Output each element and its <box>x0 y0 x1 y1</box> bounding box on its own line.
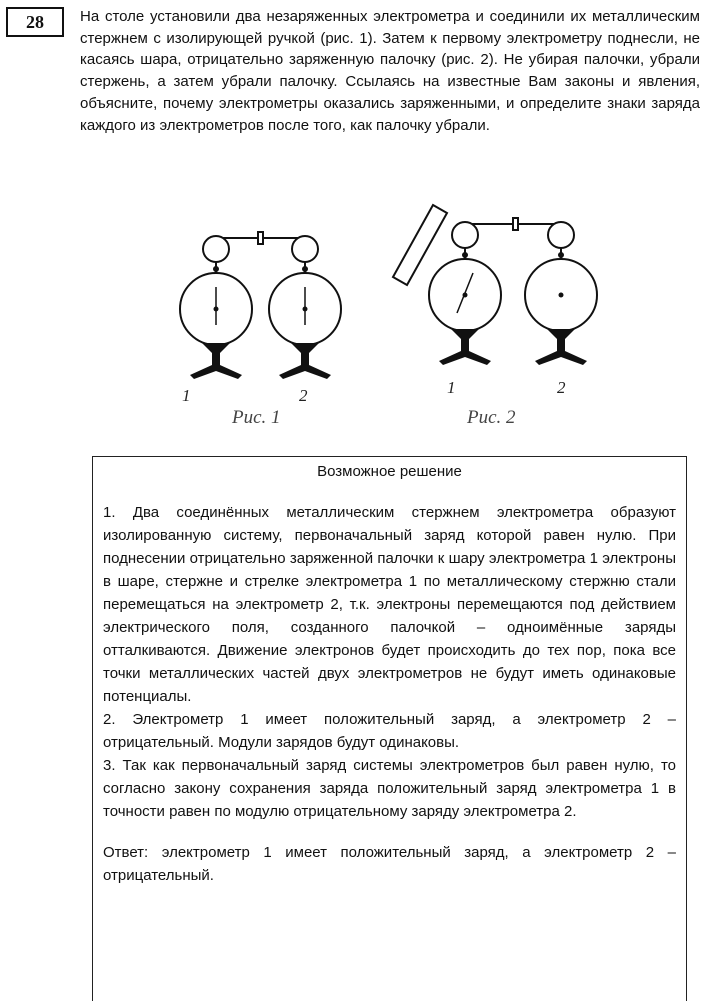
fig1-label-2: 2 <box>299 386 308 405</box>
figure-1-caption: Рис. 1 <box>232 407 281 428</box>
solution-title: Возможное решение <box>317 463 462 480</box>
solution-box <box>92 456 687 1001</box>
fig2-label-1: 1 <box>447 378 456 397</box>
solution-point-2: 2. Электрометр 1 имеет положительный заряд, а электрометр 2 – отрицательный. Модули зарядов будут одинаковы. <box>103 711 676 751</box>
task-number: 28 <box>6 7 64 37</box>
figure-2-caption: Рис. 2 <box>467 407 516 428</box>
fig1-label-1: 1 <box>182 386 191 405</box>
problem-statement: На столе установили два незаряженных электрометра и соединили их металлическим стержнем с изолирующей ручкой (рис. 1). Затем к первому электрометру поднесли, не касаясь шара, отрицательно заряженную палочку (рис. 2). Не убирая палочки, убрали стержень, а затем убрали палочку. Ссылаясь на известные Вам законы и явления, объясните, почему электрометры оказались заряженными, и определите знаки заряда каждого из электрометров после того, как палочку убрали. <box>80 8 700 134</box>
figure-2-electrometers <box>385 195 615 440</box>
solution-point-3: 3. Так как первоначальный заряд системы электрометров был равен нулю, то согласно закону сохранения заряда положительный заряд электрометра 1 в точности равен по модулю отрицательному заряду электрометра 2. <box>103 757 676 820</box>
solution-answer: Ответ: электрометр 1 имеет положительный заряд, а электрометр 2 – отрицательный. <box>103 844 676 884</box>
solution-point-1: 1. Два соединённых металлическим стержнем электрометра образуют изолированную систему, первоначальный заряд которой равен нулю. При поднесении отрицательно заряженной палочки к шару электрометра 1 электроны в шаре, стержне и стрелке электрометра 1 по металлическому стержню стали перемещаться на электрометр 2, т.к. электроны перемещаются под действием электрического поля, созданного палочкой – одноимённые заряды отталкиваются. Движение электронов будет происходить до тех пор, пока все точки металлических частей двух электрометров не будут иметь одинаковые потенциалы. <box>103 504 676 705</box>
fig2-label-2: 2 <box>557 378 566 397</box>
